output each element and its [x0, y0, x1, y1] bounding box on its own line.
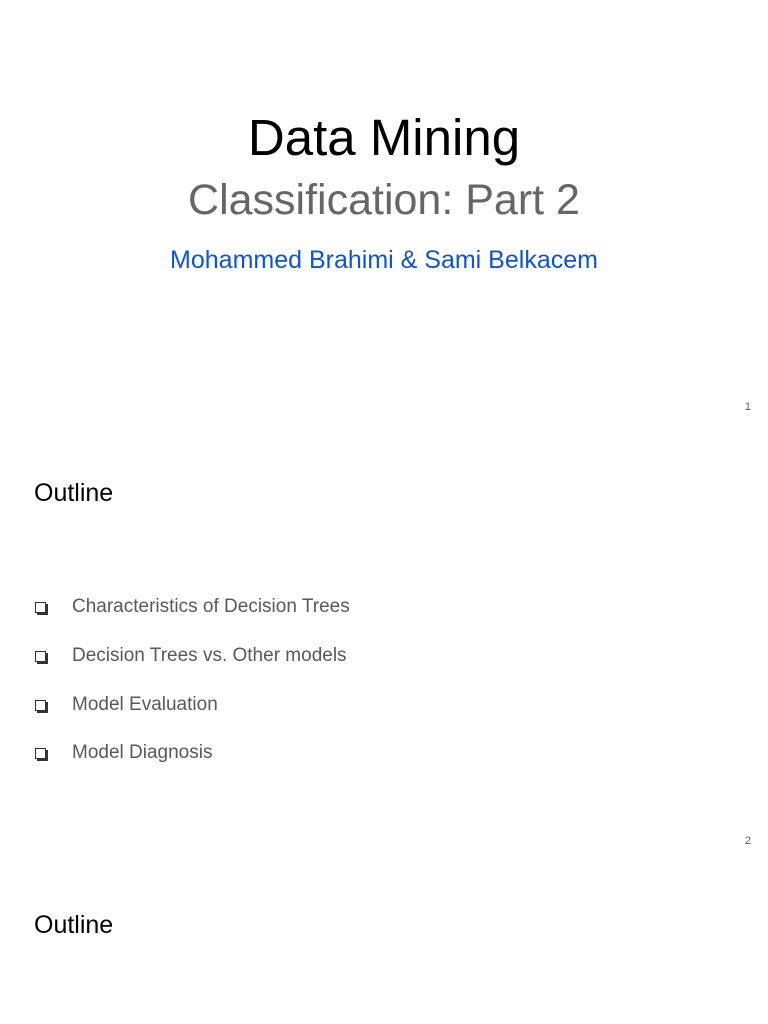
list-item-label: Model Diagnosis — [72, 742, 213, 763]
list-item — [0, 740, 768, 766]
title-slide — [0, 0, 768, 432]
checkbox-square-icon — [35, 602, 46, 613]
list-item-label: Model Evaluation — [72, 694, 218, 715]
slide-page-number: 2 — [744, 835, 751, 847]
checkbox-square-icon — [35, 748, 46, 759]
checkbox-square-icon — [35, 651, 46, 662]
slide-heading: Outline — [34, 911, 114, 939]
list-item-label: Characteristics of Decision Trees — [72, 596, 350, 617]
slide-page-number: 1 — [744, 401, 751, 413]
checkbox-square-icon — [35, 700, 46, 711]
deck-subtitle: Classification: Part 2 — [188, 176, 580, 224]
list-item — [0, 692, 768, 718]
deck-title: Data Mining — [247, 109, 521, 166]
outline-slide-partial — [0, 864, 768, 1024]
list-item — [0, 643, 768, 669]
list-item-label: Decision Trees vs. Other models — [72, 645, 347, 666]
slide-heading: Outline — [34, 479, 114, 507]
outline-slide — [0, 432, 768, 864]
deck-authors: Mohammed Brahimi & Sami Belkacem — [170, 246, 598, 274]
list-item — [0, 594, 768, 620]
